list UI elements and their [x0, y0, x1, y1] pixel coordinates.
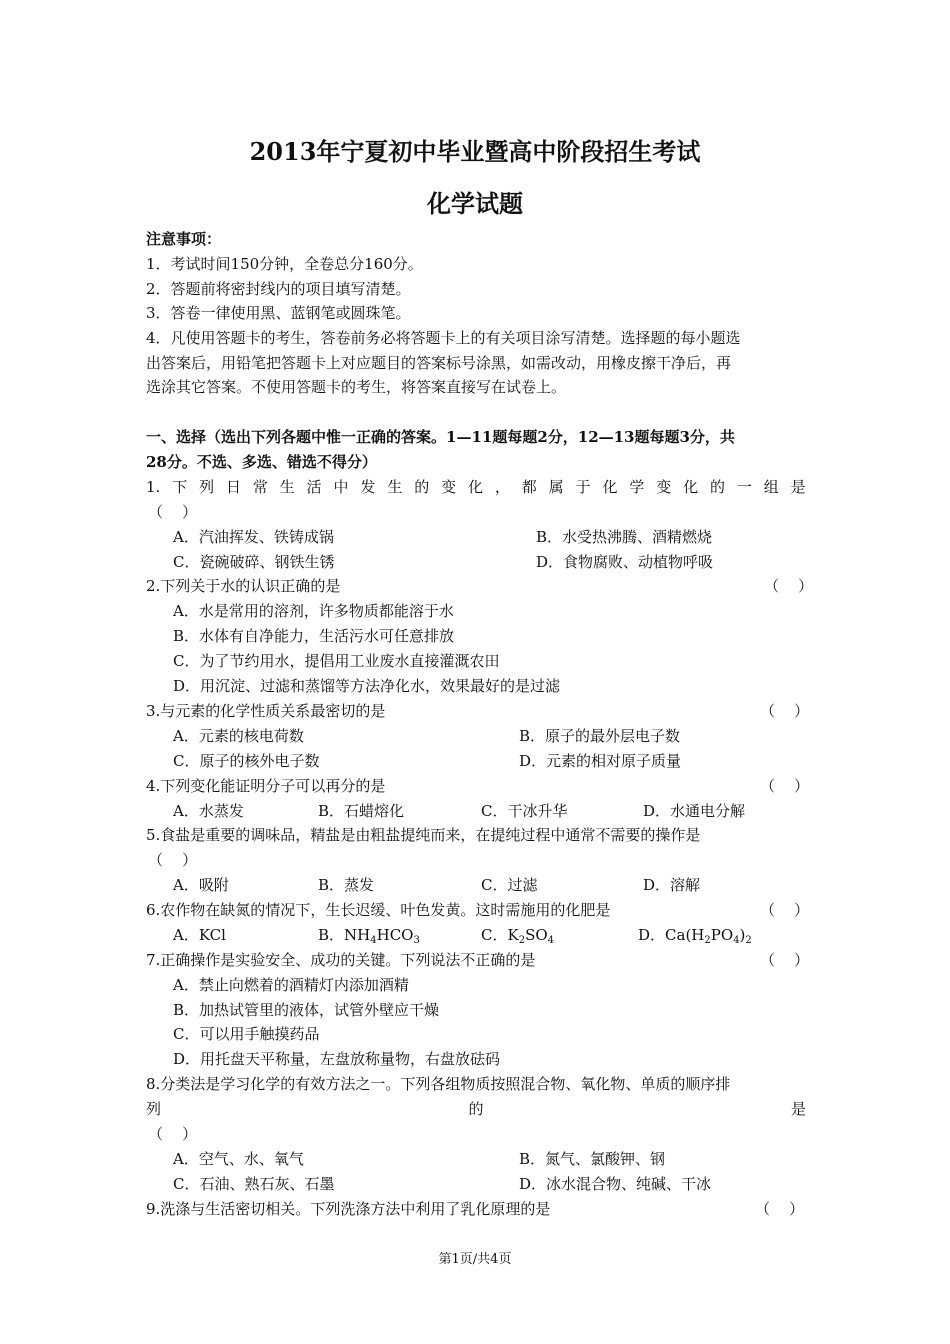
question-2-option-d: D．用沉淀、过滤和蒸馏等方法净化水，效果最好的是过滤 [173, 677, 561, 695]
question-6-option-b: B．$NH_4HCO_3$ [318, 926, 420, 946]
question-2-option-c: C．为了节约用水，提倡用工业废水直接灌溉农田 [173, 652, 500, 670]
answer-blank: （ ） [760, 702, 810, 720]
question-5-option-d: D．溶解 [643, 876, 701, 894]
page-subtitle: 化学试题 [427, 189, 523, 218]
answer-blank: （ ） [755, 1200, 805, 1218]
page-footer: 第1页/共4页 [438, 1252, 512, 1267]
question-8-stem-cont: 列 的 是 [146, 1100, 806, 1118]
question-5-option-b: B．蒸发 [318, 876, 375, 894]
question-4-stem: 4.下列变化能证明分子可以再分的是 [146, 777, 386, 795]
notice-heading: 注意事项： [146, 230, 222, 248]
question-7-option-d: D．用托盘天平称量，左盘放称量物，右盘放砝码 [173, 1050, 501, 1068]
question-1-option-d: D．食物腐败、动植物呼吸 [536, 553, 714, 571]
question-1-stem: 1. 下 列 日 常 生 活 中 发 生 的 变 化 ， 都 属 于 化 学 变 化 的 一 组 是 [146, 478, 806, 496]
question-2-option-b: B．水体有自净能力，生活污水可任意排放 [173, 627, 455, 645]
answer-blank: （ ） [760, 951, 810, 969]
question-8-option-d: D．冰水混合物、纯碱、干冰 [519, 1175, 712, 1193]
question-7-option-c: C．可以用手触摸药品 [173, 1025, 320, 1043]
question-4-option-d: D．水通电分解 [643, 802, 746, 820]
question-3-option-a: A．元素的核电荷数 [173, 727, 304, 745]
question-4-option-b: B．石蜡熔化 [318, 802, 405, 820]
question-8-option-a: A．空气、水、氧气 [173, 1150, 304, 1168]
page-title: 2013年宁夏初中毕业暨高中阶段招生考试 [249, 137, 701, 166]
question-8-stem: 8.分类法是学习化学的有效方法之一。下列各组物质按照混合物、氧化物、单质的顺序排 [146, 1075, 731, 1093]
notice-item: 2．答题前将密封线内的项目填写清楚。 [146, 280, 411, 298]
answer-blank: （ ） [148, 851, 198, 869]
question-1-option-c: C．瓷碗破碎、钢铁生锈 [173, 553, 335, 571]
question-4-option-c: C．干冰升华 [481, 802, 568, 820]
question-6-option-d: D．$Ca(H_2PO_4)_2$ [638, 926, 752, 946]
question-1-option-b: B．水受热沸腾、酒精燃烧 [536, 528, 713, 546]
question-7-option-b: B．加热试管里的液体，试管外壁应干燥 [173, 1001, 440, 1019]
answer-blank: （ ） [148, 503, 198, 521]
question-8-option-c: C．石油、熟石灰、石墨 [173, 1175, 335, 1193]
question-6-option-a: A．KCl [173, 926, 226, 944]
question-8-option-b: B．氮气、氯酸钾、钢 [519, 1150, 666, 1168]
notice-item: 4．凡使用答题卡的考生，答卷前务必将答题卡上的有关项目涂写清楚。选择题的每小题选 [146, 329, 741, 347]
question-7-option-a: A．禁止向燃着的酒精灯内添加酒精 [173, 976, 409, 994]
question-9-stem: 9.洗涤与生活密切相关。下列洗涤方法中利用了乳化原理的是 [146, 1200, 551, 1218]
question-4-option-a: A．水蒸发 [173, 802, 244, 820]
question-3-stem: 3.与元素的化学性质关系最密切的是 [146, 702, 386, 720]
notice-item: 选涂其它答案。不使用答题卡的考生，将答案直接写在试卷上。 [146, 378, 567, 396]
question-7-stem: 7.正确操作是实验安全、成功的关键。下列说法不正确的是 [146, 951, 536, 969]
notice-item: 1．考试时间150分钟，全卷总分160分。 [146, 255, 423, 273]
question-3-option-c: C．原子的核外电子数 [173, 752, 320, 770]
answer-blank: （ ） [764, 577, 814, 595]
question-3-option-b: B．原子的最外层电子数 [519, 727, 681, 745]
notice-item: 出答案后，用铅笔把答题卡上对应题目的答案标号涂黑，如需改动，用橡皮擦干净后，再 [146, 354, 732, 372]
question-1-option-a: A．汽油挥发、铁铸成锅 [173, 528, 334, 546]
question-6-stem: 6.农作物在缺氮的情况下，生长迟缓、叶色发黄。这时需施用的化肥是 [146, 901, 611, 919]
section-heading-cont: 28分。不选、多选、错选不得分） [146, 453, 377, 471]
answer-blank: （ ） [148, 1125, 198, 1143]
question-5-option-a: A．吸附 [173, 876, 229, 894]
question-6-option-c: C．$K_2SO_4$ [481, 926, 555, 946]
question-3-option-d: D．元素的相对原子质量 [519, 752, 682, 770]
question-5-option-c: C．过滤 [481, 876, 538, 894]
answer-blank: （ ） [760, 901, 810, 919]
question-5-stem: 5.食盐是重要的调味品，精盐是由粗盐提纯而来，在提纯过程中通常不需要的操作是 [146, 826, 701, 844]
question-2-stem: 2.下列关于水的认识正确的是 [146, 577, 341, 595]
question-2-option-a: A．水是常用的溶剂，许多物质都能溶于水 [173, 602, 454, 620]
answer-blank: （ ） [760, 777, 810, 795]
section-heading: 一、选择（选出下列各题中惟一正确的答案。1—11题每题2分，12—13题每题3分，共 [146, 428, 735, 446]
notice-item: 3．答卷一律使用黑、蓝钢笔或圆珠笔。 [146, 304, 411, 322]
